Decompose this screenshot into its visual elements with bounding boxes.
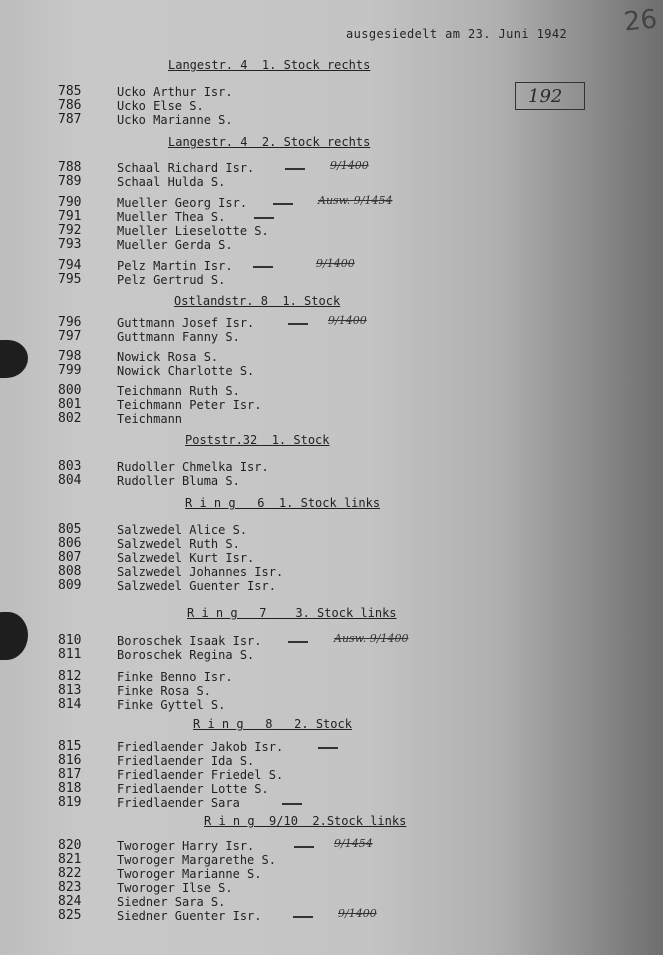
list-item — [0, 684, 600, 698]
entry-number: 810 — [58, 633, 82, 648]
page-number: 26 — [622, 4, 659, 38]
list-item — [0, 754, 600, 768]
resident-name: Salzwedel Alice S. — [117, 523, 248, 537]
resident-name: Boroschek Isaak Isr. — [117, 634, 262, 648]
entry-number: 815 — [58, 739, 82, 754]
list-item — [0, 523, 600, 537]
address-heading: R i n g 6 1. Stock links — [185, 496, 381, 510]
list-item — [0, 768, 600, 782]
entry-number: 795 — [58, 272, 82, 287]
entry-number: 799 — [58, 363, 82, 378]
resident-name: Schaal Hulda S. — [117, 175, 226, 189]
handwritten-note: Ausw. 9/1454 — [318, 194, 393, 207]
handwritten-note: 9/1454 — [334, 837, 373, 850]
address-heading: Poststr.32 1. Stock — [185, 433, 330, 447]
resident-name: Guttmann Fanny S. — [117, 330, 240, 344]
list-item — [0, 175, 600, 189]
entry-number: 793 — [58, 237, 82, 252]
dash-mark — [285, 168, 305, 170]
list-item — [0, 634, 600, 648]
list-item — [0, 350, 600, 364]
dash-mark — [282, 803, 302, 805]
entry-number: 790 — [58, 195, 82, 210]
resident-name: Rudoller Bluma S. — [117, 474, 240, 488]
entry-number: 825 — [58, 908, 82, 923]
resident-name: Nowick Charlotte S. — [117, 364, 255, 378]
resident-name: Rudoller Chmelka Isr. — [117, 460, 269, 474]
entry-number: 791 — [58, 209, 82, 224]
list-item — [0, 99, 600, 113]
resident-name: Finke Benno Isr. — [117, 670, 233, 684]
resident-name: Teichmann — [117, 412, 183, 426]
handwritten-note: 9/1400 — [338, 907, 377, 920]
entry-number: 813 — [58, 683, 82, 698]
list-item — [0, 648, 600, 662]
list-item — [0, 551, 600, 565]
entry-number: 821 — [58, 852, 82, 867]
entry-number: 788 — [58, 160, 82, 175]
resident-name: Ucko Marianne S. — [117, 113, 233, 127]
entry-number: 796 — [58, 315, 82, 330]
dash-mark — [294, 846, 314, 848]
list-item — [0, 853, 600, 867]
address-heading: Langestr. 4 2. Stock rechts — [168, 135, 371, 149]
list-item — [0, 384, 600, 398]
entry-number: 804 — [58, 473, 82, 488]
entry-number: 814 — [58, 697, 82, 712]
resident-name: Finke Gyttel S. — [117, 698, 226, 712]
list-item — [0, 670, 600, 684]
list-item — [0, 161, 600, 175]
resident-name: Pelz Martin Isr. — [117, 259, 233, 273]
entry-number: 785 — [58, 84, 82, 99]
list-item — [0, 782, 600, 796]
handwritten-note: Ausw. 9/1400 — [334, 632, 409, 645]
entry-number: 794 — [58, 258, 82, 273]
list-item — [0, 537, 600, 551]
resident-name: Finke Rosa S. — [117, 684, 211, 698]
address-heading: R i n g 9/10 2.Stock links — [204, 814, 407, 828]
list-item — [0, 238, 600, 252]
resident-name: Mueller Lieselotte S. — [117, 224, 269, 238]
list-item — [0, 273, 600, 287]
dash-mark — [288, 641, 308, 643]
handwritten-note: 9/1400 — [328, 314, 367, 327]
list-item — [0, 85, 600, 99]
list-item — [0, 895, 600, 909]
resident-name: Ucko Else S. — [117, 99, 204, 113]
resident-name: Salzwedel Ruth S. — [117, 537, 240, 551]
list-item — [0, 412, 600, 426]
list-item — [0, 196, 600, 210]
dash-mark — [288, 323, 308, 325]
entry-number: 809 — [58, 578, 82, 593]
entry-number: 798 — [58, 349, 82, 364]
resident-name: Boroschek Regina S. — [117, 648, 255, 662]
resident-name: Tworoger Margarethe S. — [117, 853, 276, 867]
resident-name: Friedlaender Lotte S. — [117, 782, 269, 796]
entry-number: 807 — [58, 550, 82, 565]
resident-name: Friedlaender Sara — [117, 796, 240, 810]
list-item — [0, 909, 600, 923]
list-item — [0, 224, 600, 238]
dash-mark — [254, 217, 274, 219]
dash-mark — [293, 916, 313, 918]
list-item — [0, 364, 600, 378]
list-item — [0, 330, 600, 344]
entry-number: 806 — [58, 536, 82, 551]
entry-number: 824 — [58, 894, 82, 909]
resident-name: Siedner Guenter Isr. — [117, 909, 262, 923]
list-item — [0, 316, 600, 330]
resident-name: Nowick Rosa S. — [117, 350, 219, 364]
resident-name: Ucko Arthur Isr. — [117, 85, 233, 99]
resident-name: Friedlaender Friedel S. — [117, 768, 284, 782]
resident-name: Mueller Georg Isr. — [117, 196, 248, 210]
resident-name: Salzwedel Guenter Isr. — [117, 579, 276, 593]
address-heading: Ostlandstr. 8 1. Stock — [174, 294, 341, 308]
resident-name: Mueller Thea S. — [117, 210, 226, 224]
entry-number: 817 — [58, 767, 82, 782]
sheet-number-stamp: 192 — [515, 82, 585, 110]
entry-number: 823 — [58, 880, 82, 895]
resident-name: Siedner Sara S. — [117, 895, 226, 909]
resident-name: Tworoger Harry Isr. — [117, 839, 255, 853]
resident-name: Mueller Gerda S. — [117, 238, 233, 252]
address-heading: R i n g 8 2. Stock — [193, 717, 352, 731]
resident-name: Friedlaender Jakob Isr. — [117, 740, 284, 754]
entry-number: 822 — [58, 866, 82, 881]
list-item — [0, 881, 600, 895]
list-item — [0, 460, 600, 474]
resident-name: Pelz Gertrud S. — [117, 273, 226, 287]
entry-number: 819 — [58, 795, 82, 810]
resident-name: Teichmann Peter Isr. — [117, 398, 262, 412]
handwritten-note: 9/1400 — [330, 159, 369, 172]
resident-name: Tworoger Ilse S. — [117, 881, 233, 895]
dash-mark — [253, 266, 273, 268]
resident-name: Friedlaender Ida S. — [117, 754, 255, 768]
entry-number: 816 — [58, 753, 82, 768]
entry-number: 787 — [58, 112, 82, 127]
entry-number: 811 — [58, 647, 82, 662]
entry-number: 789 — [58, 174, 82, 189]
entry-number: 797 — [58, 329, 82, 344]
list-item — [0, 113, 600, 127]
list-item — [0, 259, 600, 273]
resident-name: Schaal Richard Isr. — [117, 161, 255, 175]
dash-mark — [318, 747, 338, 749]
address-heading: Langestr. 4 1. Stock rechts — [168, 58, 371, 72]
list-item — [0, 398, 600, 412]
entry-number: 786 — [58, 98, 82, 113]
entry-number: 820 — [58, 838, 82, 853]
list-item — [0, 796, 600, 810]
dash-mark — [273, 203, 293, 205]
entry-number: 805 — [58, 522, 82, 537]
resident-name: Tworoger Marianne S. — [117, 867, 262, 881]
resident-name: Salzwedel Johannes Isr. — [117, 565, 284, 579]
list-item — [0, 740, 600, 754]
entry-number: 803 — [58, 459, 82, 474]
entry-number: 802 — [58, 411, 82, 426]
list-item — [0, 839, 600, 853]
list-item — [0, 474, 600, 488]
entry-number: 818 — [58, 781, 82, 796]
list-item — [0, 698, 600, 712]
entry-number: 792 — [58, 223, 82, 238]
list-item — [0, 867, 600, 881]
address-heading: R i n g 7 3. Stock links — [187, 606, 397, 620]
resident-name: Salzwedel Kurt Isr. — [117, 551, 255, 565]
resident-name: Guttmann Josef Isr. — [117, 316, 255, 330]
list-item — [0, 565, 600, 579]
entry-number: 808 — [58, 564, 82, 579]
list-item — [0, 210, 600, 224]
deportation-date-line: ausgesiedelt am 23. Juni 1942 — [346, 27, 568, 41]
entry-number: 812 — [58, 669, 82, 684]
entry-number: 800 — [58, 383, 82, 398]
entry-number: 801 — [58, 397, 82, 412]
handwritten-note: 9/1400 — [316, 257, 355, 270]
list-item — [0, 579, 600, 593]
resident-name: Teichmann Ruth S. — [117, 384, 240, 398]
